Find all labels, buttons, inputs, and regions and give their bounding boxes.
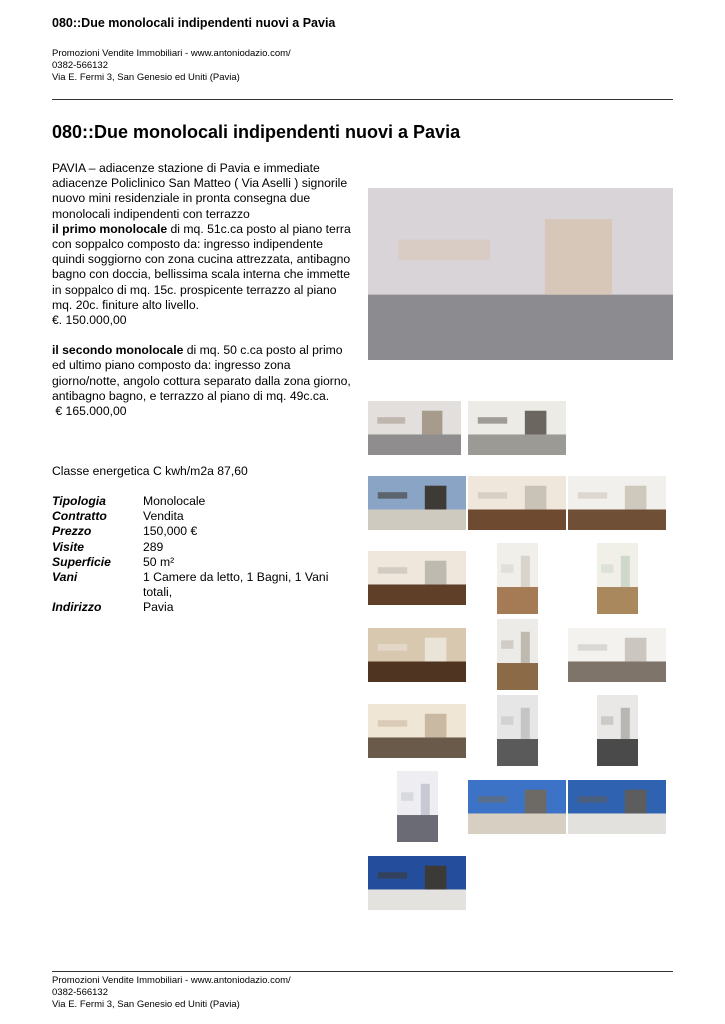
detail-row-prezzo: [52, 524, 352, 539]
second-unit-price: € 165.000,00: [52, 404, 127, 419]
photo-exterior-day[interactable]: [368, 476, 466, 530]
listing-title: 080::Due monolocali indipendenti nuovi a Pavia: [52, 122, 461, 142]
detail-value: 150,000 €: [143, 524, 198, 539]
photo-interior-narrow[interactable]: [497, 543, 538, 614]
second-unit-heading: [52, 343, 357, 358]
photo-bathroom[interactable]: [597, 543, 638, 614]
listing-description: [52, 161, 357, 419]
first-unit-label: il primo monolocale: [52, 221, 168, 236]
agency-phone: 0382-566132: [52, 60, 108, 71]
photo-building-street[interactable]: [368, 856, 466, 910]
first-unit-text: di mq. 51c.ca posto al piano terra: [167, 221, 351, 236]
header-agency-info: [52, 48, 291, 84]
detail-label: Contratto: [52, 509, 107, 524]
detail-label: Superficie: [52, 554, 111, 569]
first-unit-heading: [52, 222, 357, 237]
photo-room-doors[interactable]: [568, 476, 666, 530]
detail-row-indirizzo: [52, 600, 352, 615]
photo-room-door-dark[interactable]: [368, 628, 466, 682]
agency-address: Via E. Fermi 3, San Genesio ed Uniti (Pavia): [52, 72, 240, 83]
second-unit-text: di mq. 50 c.ca posto al primo: [183, 343, 343, 358]
detail-value: 1 Camere da letto, 1 Bagni, 1 Vani totali,: [143, 570, 329, 600]
agency-address: Via E. Fermi 3, San Genesio ed Uniti (Pavia): [52, 999, 240, 1010]
detail-label: Tipologia: [52, 494, 106, 508]
detail-value: Monolocale: [143, 494, 206, 508]
second-unit-line: antibagno bagno, e terrazzo al piano di mq. 49c.ca.: [52, 388, 330, 403]
photo-staircase-lit[interactable]: [368, 704, 466, 758]
second-unit-line: giorno/notte, angolo cottura separato dalla zona giorno,: [52, 373, 351, 388]
photo-room-window[interactable]: [468, 476, 566, 530]
first-unit-line: bagno con doccia, bellissima scala interna che immette: [52, 267, 351, 282]
footer-agency-info: [52, 975, 291, 1011]
photo-courtyard-narrow[interactable]: [397, 771, 438, 842]
detail-value: Vendita: [143, 509, 184, 524]
details-table: [52, 494, 352, 616]
photo-terrace-main[interactable]: [368, 188, 673, 360]
photo-terrace-door[interactable]: [468, 401, 566, 455]
photo-staircase[interactable]: [568, 628, 666, 682]
photo-building-facade[interactable]: [568, 780, 666, 834]
photo-loft-narrow[interactable]: [497, 619, 538, 690]
detail-row-contratto: [52, 509, 352, 524]
energy-class: Classe energetica C kwh/m2a 87,60: [52, 464, 248, 478]
second-unit-line: ed ultimo piano composto da: ingresso zona: [52, 358, 291, 373]
detail-label: Vani: [52, 570, 78, 585]
photo-spiral-stairs[interactable]: [597, 695, 638, 766]
first-unit-price: €. 150.000,00: [52, 313, 127, 328]
first-unit-line: mq. 20c. finiture alto livello.: [52, 297, 199, 312]
photo-terrace[interactable]: [368, 401, 461, 455]
detail-value: 50 m²: [143, 554, 175, 569]
agency-name-url: Promozioni Vendite Immobiliari - www.antoniodazio.com/: [52, 975, 291, 986]
detail-value: Pavia: [143, 600, 174, 615]
detail-row-superficie: [52, 555, 352, 570]
second-unit-label: il secondo monolocale: [52, 343, 184, 358]
header-divider: [52, 99, 673, 100]
detail-row-tipologia: [52, 494, 352, 509]
intro-line: nuovo mini residenziale in pronta consegna due: [52, 191, 311, 206]
detail-value: 289: [143, 539, 164, 554]
intro-line: PAVIA – adiacenze stazione di Pavia e immediate: [52, 161, 320, 175]
detail-label: Indirizzo: [52, 600, 102, 615]
detail-row-visite: [52, 540, 352, 555]
detail-label: Prezzo: [52, 524, 92, 539]
intro-line: monolocali indipendenti con terrazzo: [52, 206, 250, 221]
detail-label: Visite: [52, 539, 85, 554]
detail-row-vani: [52, 570, 352, 600]
first-unit-line: con soppalco composto da: ingresso indipendente: [52, 237, 324, 252]
photo-staircase-narrow[interactable]: [497, 695, 538, 766]
agency-name-url: Promozioni Vendite Immobiliari - www.antoniodazio.com/: [52, 48, 291, 59]
header-title: 080::Due monolocali indipendenti nuovi a Pavia: [52, 16, 336, 30]
intro-line: adiacenze Policlinico San Matteo ( Via Aselli ) signorile: [52, 176, 348, 191]
agency-phone: 0382-566132: [52, 987, 108, 998]
footer-divider: [52, 971, 673, 972]
first-unit-line: quindi soggiorno con zona cucina attrezzata, antibagno: [52, 252, 351, 267]
photo-building-blue-sky[interactable]: [468, 780, 566, 834]
photo-room-windows[interactable]: [368, 551, 466, 605]
first-unit-line: in soppalco di mq. 15c. prospicente terrazzo al piano: [52, 282, 337, 297]
